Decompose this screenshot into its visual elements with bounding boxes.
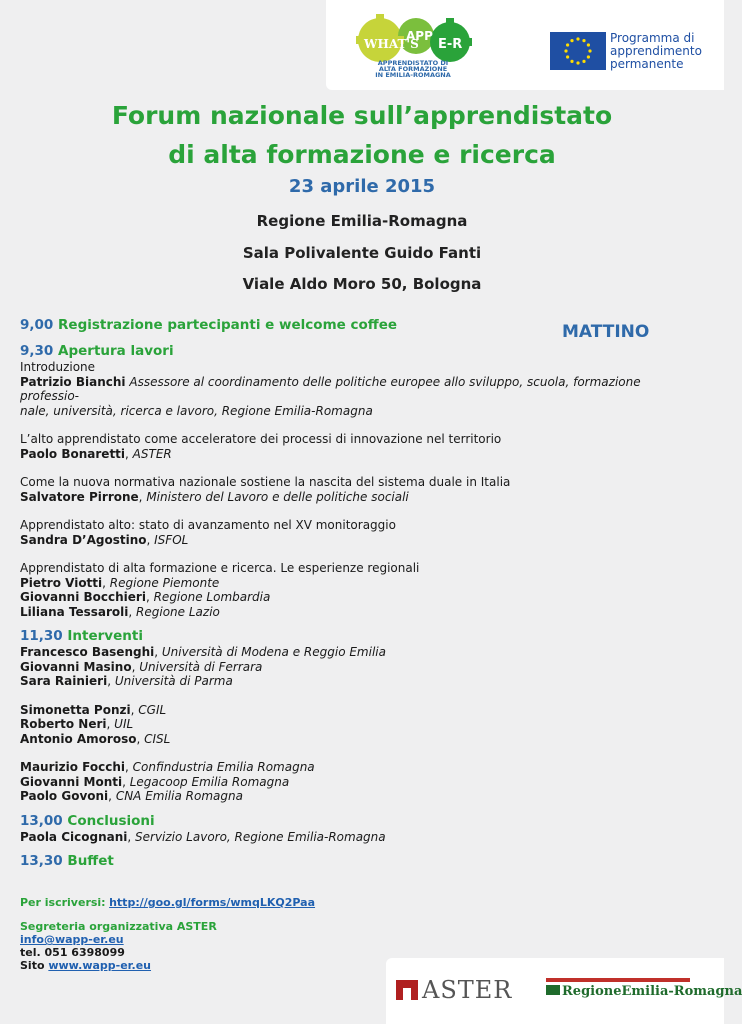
speaker-name: Francesco Basenghi — [20, 645, 155, 659]
speaker-role: Assessore al coordinamento delle politiche europee allo sviluppo, scuola, formazione professio- — [20, 374, 641, 403]
speaker-name: Pietro Viotti — [20, 575, 103, 590]
speaker-name: Roberto Neri — [20, 717, 107, 731]
rer-stripe — [546, 978, 690, 982]
speaker-name: Giovanni Masino — [20, 659, 132, 674]
speaker-name: Paola Cicognani — [20, 829, 128, 844]
speaker-org: ASTER — [132, 446, 172, 461]
partner-logos — [386, 958, 742, 1024]
wapp-er-logo — [346, 14, 480, 78]
speaker-name: Antonio Amoroso — [20, 731, 137, 746]
eu-flag-icon — [550, 32, 606, 70]
event-date: 23 aprile 2015 — [288, 176, 436, 197]
aster-mark-icon — [396, 980, 418, 1000]
slot-time: 13,00 — [20, 812, 63, 829]
speaker: Roberto Neri, UIL — [20, 717, 134, 731]
phone-line — [20, 946, 315, 959]
slot-label: Apertura lavori — [58, 343, 174, 359]
speaker: Maurizio Focchi, Confindustria Emilia Romagna — [20, 760, 315, 774]
svg-text:IN EMILIA-ROMAGNA: IN EMILIA-ROMAGNA — [375, 71, 451, 79]
speaker: Sandra D’Agostino, ISFOL — [20, 532, 189, 547]
svg-text:WHAT'S: WHAT'S — [364, 37, 419, 51]
eu-programme-text — [610, 32, 702, 71]
speaker-org: Ministero del Lavoro e delle politiche sociali — [146, 489, 409, 504]
logo-panel — [326, 0, 724, 90]
speaker-name: Salvatore Pirrone — [20, 489, 139, 504]
rer-mark-icon — [546, 985, 560, 995]
session-label: MATTINO — [562, 322, 650, 342]
speaker-name: Sandra D’Agostino — [20, 532, 147, 547]
speaker-org: Regione Lombardia — [153, 590, 271, 604]
register-link[interactable]: http://goo.gl/forms/wmqLKQ2Paa — [109, 896, 316, 909]
speaker-org: Università di Ferrara — [139, 659, 263, 674]
contacts — [20, 896, 315, 972]
regione-emilia-romagna-logo — [546, 978, 742, 999]
slot-time: 13,30 — [20, 853, 63, 869]
speaker-org: Confindustria Emilia Romagna — [132, 760, 315, 774]
slot-time: 11,30 — [20, 628, 63, 644]
programme-slot — [20, 628, 690, 645]
programme-slot — [20, 853, 690, 870]
eu-text-line: permanente — [610, 57, 684, 71]
speaker: Simonetta Ponzi, CGIL — [20, 702, 167, 717]
speaker: Francesco Basenghi, Università di Modena e Reggio Emilia — [20, 645, 386, 659]
page-title-line2: di alta formazione e ricerca — [168, 140, 556, 169]
slot-label: Conclusioni — [67, 812, 155, 829]
speaker-name: Simonetta Ponzi — [20, 702, 131, 717]
svg-text:APPRENDISTATO DI: APPRENDISTATO DI — [377, 59, 449, 67]
slot-time: 9,30 — [20, 343, 54, 359]
talk-title: Introduzione — [20, 360, 96, 374]
rer-logo-text: RegioneEmilia-Romagna — [562, 984, 742, 999]
speaker-org: Regione Lazio — [136, 604, 220, 619]
speaker-org: Servizio Lavoro, Regione Emilia-Romagna — [135, 829, 386, 844]
site-label: Sito — [20, 959, 45, 972]
site-link[interactable]: www.wapp-er.eu — [48, 959, 152, 972]
register-label: Per iscriversi: — [20, 896, 106, 909]
aster-logo-text: ASTER — [422, 976, 513, 1004]
speaker: Giovanni Bocchieri, Regione Lombardia — [20, 590, 271, 604]
speaker: Giovanni Monti, Legacoop Emilia Romagna — [20, 774, 290, 789]
speaker — [20, 375, 690, 404]
speaker-role-continued: nale, università, ricerca e lavoro, Regione Emilia-Romagna — [20, 403, 373, 418]
talk-title: Apprendistato di alta formazione e ricerca. Le esperienze regionali — [20, 561, 420, 575]
speaker-name: Giovanni Bocchieri — [20, 590, 146, 604]
eu-text-line: apprendimento — [610, 44, 702, 58]
speaker-org: ISFOL — [154, 532, 189, 547]
programme-slot — [20, 317, 690, 334]
speaker-org: CISL — [144, 731, 171, 746]
speaker-org: Università di Modena e Reggio Emilia — [161, 645, 386, 659]
aster-logo — [396, 976, 512, 1004]
venue-room: Sala Polivalente Guido Fanti — [242, 244, 482, 262]
speaker-name: Paolo Govoni — [20, 789, 109, 803]
phone-label: tel. — [20, 946, 41, 959]
speaker-name: Paolo Bonaretti — [20, 446, 126, 461]
talk-title: L’alto apprendistato come acceleratore dei processi di innovazione nel territorio — [20, 432, 502, 446]
slot-label: Interventi — [67, 628, 143, 644]
eu-text-line: Programma di — [610, 31, 695, 45]
svg-text:ALTA FORMAZIONE: ALTA FORMAZIONE — [378, 65, 448, 73]
speaker: Pietro Viotti, Regione Piemonte — [20, 575, 220, 590]
venue-address: Viale Aldo Moro 50, Bologna — [242, 275, 482, 293]
slot-label: Registrazione partecipanti e welcome coffee — [58, 317, 398, 333]
speaker-org: Legacoop Emilia Romagna — [129, 774, 290, 789]
programme-slot — [20, 343, 690, 360]
svg-text:APP: APP — [406, 29, 433, 43]
speaker-org: Regione Piemonte — [109, 575, 220, 590]
speaker: Salvatore Pirrone, Ministero del Lavoro e delle politiche sociali — [20, 489, 409, 504]
eu-programme-logo — [550, 32, 722, 74]
speaker: Sara Rainieri, Università di Parma — [20, 674, 233, 688]
programme — [20, 317, 690, 870]
speaker-org: CNA Emilia Romagna — [115, 789, 243, 803]
site-line — [20, 959, 315, 972]
slot-label: Buffet — [67, 853, 114, 869]
svg-text:E-R: E-R — [438, 37, 463, 52]
speaker-org: CGIL — [138, 702, 167, 717]
speaker: Antonio Amoroso, CISL — [20, 731, 171, 746]
secretariat-label: Segreteria organizzativa ASTER — [20, 920, 217, 933]
speaker: Liliana Tessaroli, Regione Lazio — [20, 604, 220, 619]
speaker-org: UIL — [114, 717, 134, 731]
speaker-name: Sara Rainieri — [20, 674, 108, 688]
talk-title: Come la nuova normativa nazionale sostiene la nascita del sistema duale in Italia — [20, 475, 511, 489]
speaker: Paolo Bonaretti, ASTER — [20, 446, 172, 461]
speaker: Giovanni Masino, Università di Ferrara — [20, 659, 263, 674]
talk-title: Apprendistato alto: stato di avanzamento nel XV monitoraggio — [20, 518, 396, 532]
slot-time: 9,00 — [20, 317, 54, 333]
venue-organisation: Regione Emilia-Romagna — [256, 212, 468, 230]
programme-slot — [20, 813, 690, 830]
speaker-name: Maurizio Focchi — [20, 760, 125, 774]
speaker-name: Giovanni Monti — [20, 774, 123, 789]
page-title-line1: Forum nazionale sull’apprendistato — [111, 101, 613, 130]
phone-number: 051 6398099 — [44, 946, 125, 959]
speaker: Paola Cicognani, Servizio Lavoro, Regione Emilia-Romagna — [20, 829, 386, 844]
speaker-name: Patrizio Bianchi — [20, 374, 126, 389]
email-link[interactable]: info@wapp-er.eu — [20, 933, 124, 946]
speaker: Paolo Govoni, CNA Emilia Romagna — [20, 789, 243, 803]
register-line — [20, 896, 315, 909]
speaker-name: Liliana Tessaroli — [20, 604, 129, 619]
speaker-org: Università di Parma — [114, 674, 233, 688]
